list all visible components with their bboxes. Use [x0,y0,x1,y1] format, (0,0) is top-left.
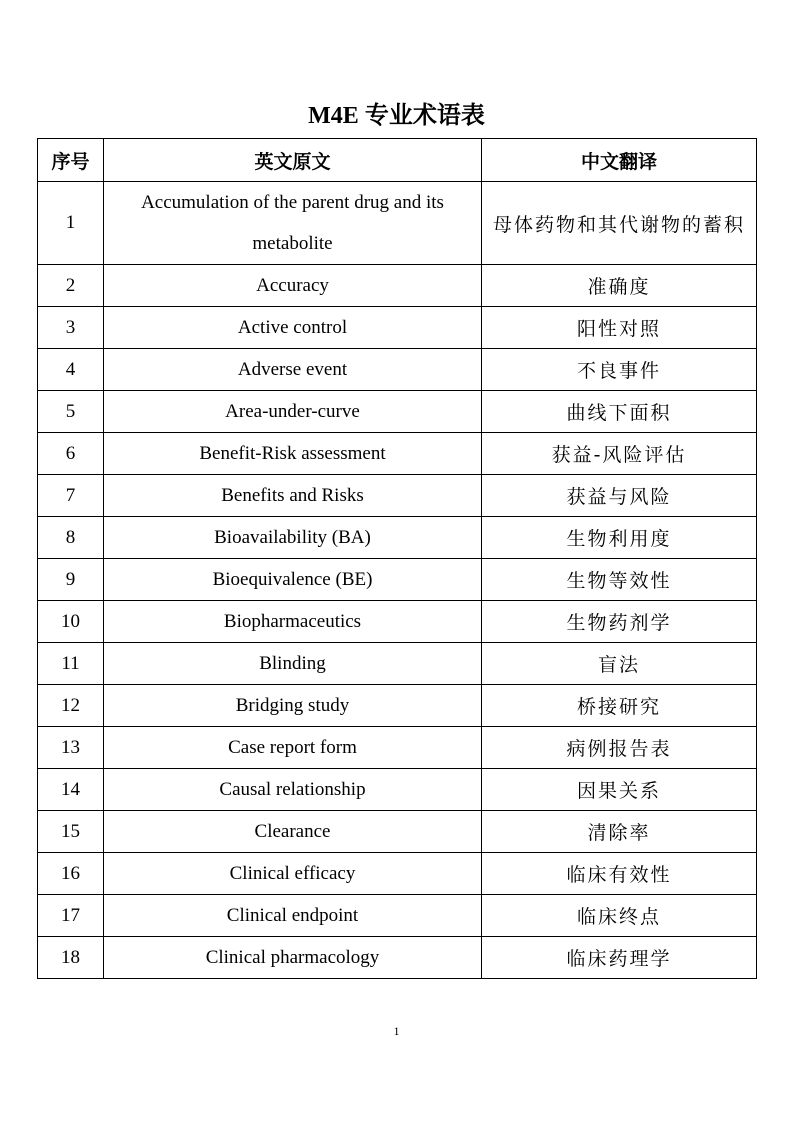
row-chinese-term: 生物利用度 [482,517,757,559]
row-number: 9 [38,559,104,601]
row-number: 18 [38,937,104,979]
row-english-term: Clinical pharmacology [104,937,482,979]
row-number: 6 [38,433,104,475]
row-english-term: Benefits and Risks [104,475,482,517]
row-chinese-term: 母体药物和其代谢物的蓄积 [482,182,757,265]
row-english-term: Clinical endpoint [104,895,482,937]
row-number: 15 [38,811,104,853]
row-english-term: Accumulation of the parent drug and its metabolite [104,182,482,265]
row-number: 14 [38,769,104,811]
row-number: 3 [38,307,104,349]
table-row [38,433,757,475]
table-row [38,307,757,349]
table-row [38,937,757,979]
table-row [38,349,757,391]
row-chinese-term: 因果关系 [482,769,757,811]
page-title: M4E 专业术语表 [308,103,485,129]
row-number: 4 [38,349,104,391]
row-english-term: Causal relationship [104,769,482,811]
table-row [38,853,757,895]
table-row [38,475,757,517]
table-row [38,601,757,643]
table-row [38,895,757,937]
row-number: 16 [38,853,104,895]
row-english-term: Accuracy [104,265,482,307]
row-english-term: Bioequivalence (BE) [104,559,482,601]
row-chinese-term: 临床终点 [482,895,757,937]
row-chinese-term: 生物药剂学 [482,601,757,643]
header-serial-number: 序号 [38,139,104,182]
table-row [38,811,757,853]
row-chinese-term: 病例报告表 [482,727,757,769]
row-number: 7 [38,475,104,517]
page-number: 1 [393,1024,400,1038]
row-number: 13 [38,727,104,769]
table-row [38,643,757,685]
row-chinese-term: 临床药理学 [482,937,757,979]
table-header-row [38,139,757,182]
row-english-term: Case report form [104,727,482,769]
row-number: 11 [38,643,104,685]
row-english-term: Bridging study [104,685,482,727]
table-row [38,265,757,307]
row-chinese-term: 清除率 [482,811,757,853]
table-row [38,727,757,769]
header-english-original: 英文原文 [104,139,482,182]
row-english-term: Benefit-Risk assessment [104,433,482,475]
row-chinese-term: 盲法 [482,643,757,685]
row-chinese-term: 不良事件 [482,349,757,391]
row-number: 8 [38,517,104,559]
row-english-term: Area-under-curve [104,391,482,433]
table-row [38,769,757,811]
row-chinese-term: 曲线下面积 [482,391,757,433]
glossary-table [37,138,757,979]
row-chinese-term: 阳性对照 [482,307,757,349]
row-chinese-term: 临床有效性 [482,853,757,895]
row-chinese-term: 获益-风险评估 [482,433,757,475]
row-english-term: Clearance [104,811,482,853]
row-chinese-term: 准确度 [482,265,757,307]
table-row [38,559,757,601]
row-number: 5 [38,391,104,433]
row-number: 10 [38,601,104,643]
row-english-term: Active control [104,307,482,349]
row-number: 17 [38,895,104,937]
row-number: 12 [38,685,104,727]
row-english-term: Biopharmaceutics [104,601,482,643]
table-row [38,182,757,265]
row-english-term: Clinical efficacy [104,853,482,895]
row-chinese-term: 获益与风险 [482,475,757,517]
row-number: 1 [38,182,104,265]
table-row [38,685,757,727]
row-english-term: Blinding [104,643,482,685]
row-number: 2 [38,265,104,307]
row-chinese-term: 生物等效性 [482,559,757,601]
row-english-term: Bioavailability (BA) [104,517,482,559]
row-english-term: Adverse event [104,349,482,391]
row-chinese-term: 桥接研究 [482,685,757,727]
header-chinese-translation: 中文翻译 [482,139,757,182]
table-row [38,517,757,559]
table-row [38,391,757,433]
